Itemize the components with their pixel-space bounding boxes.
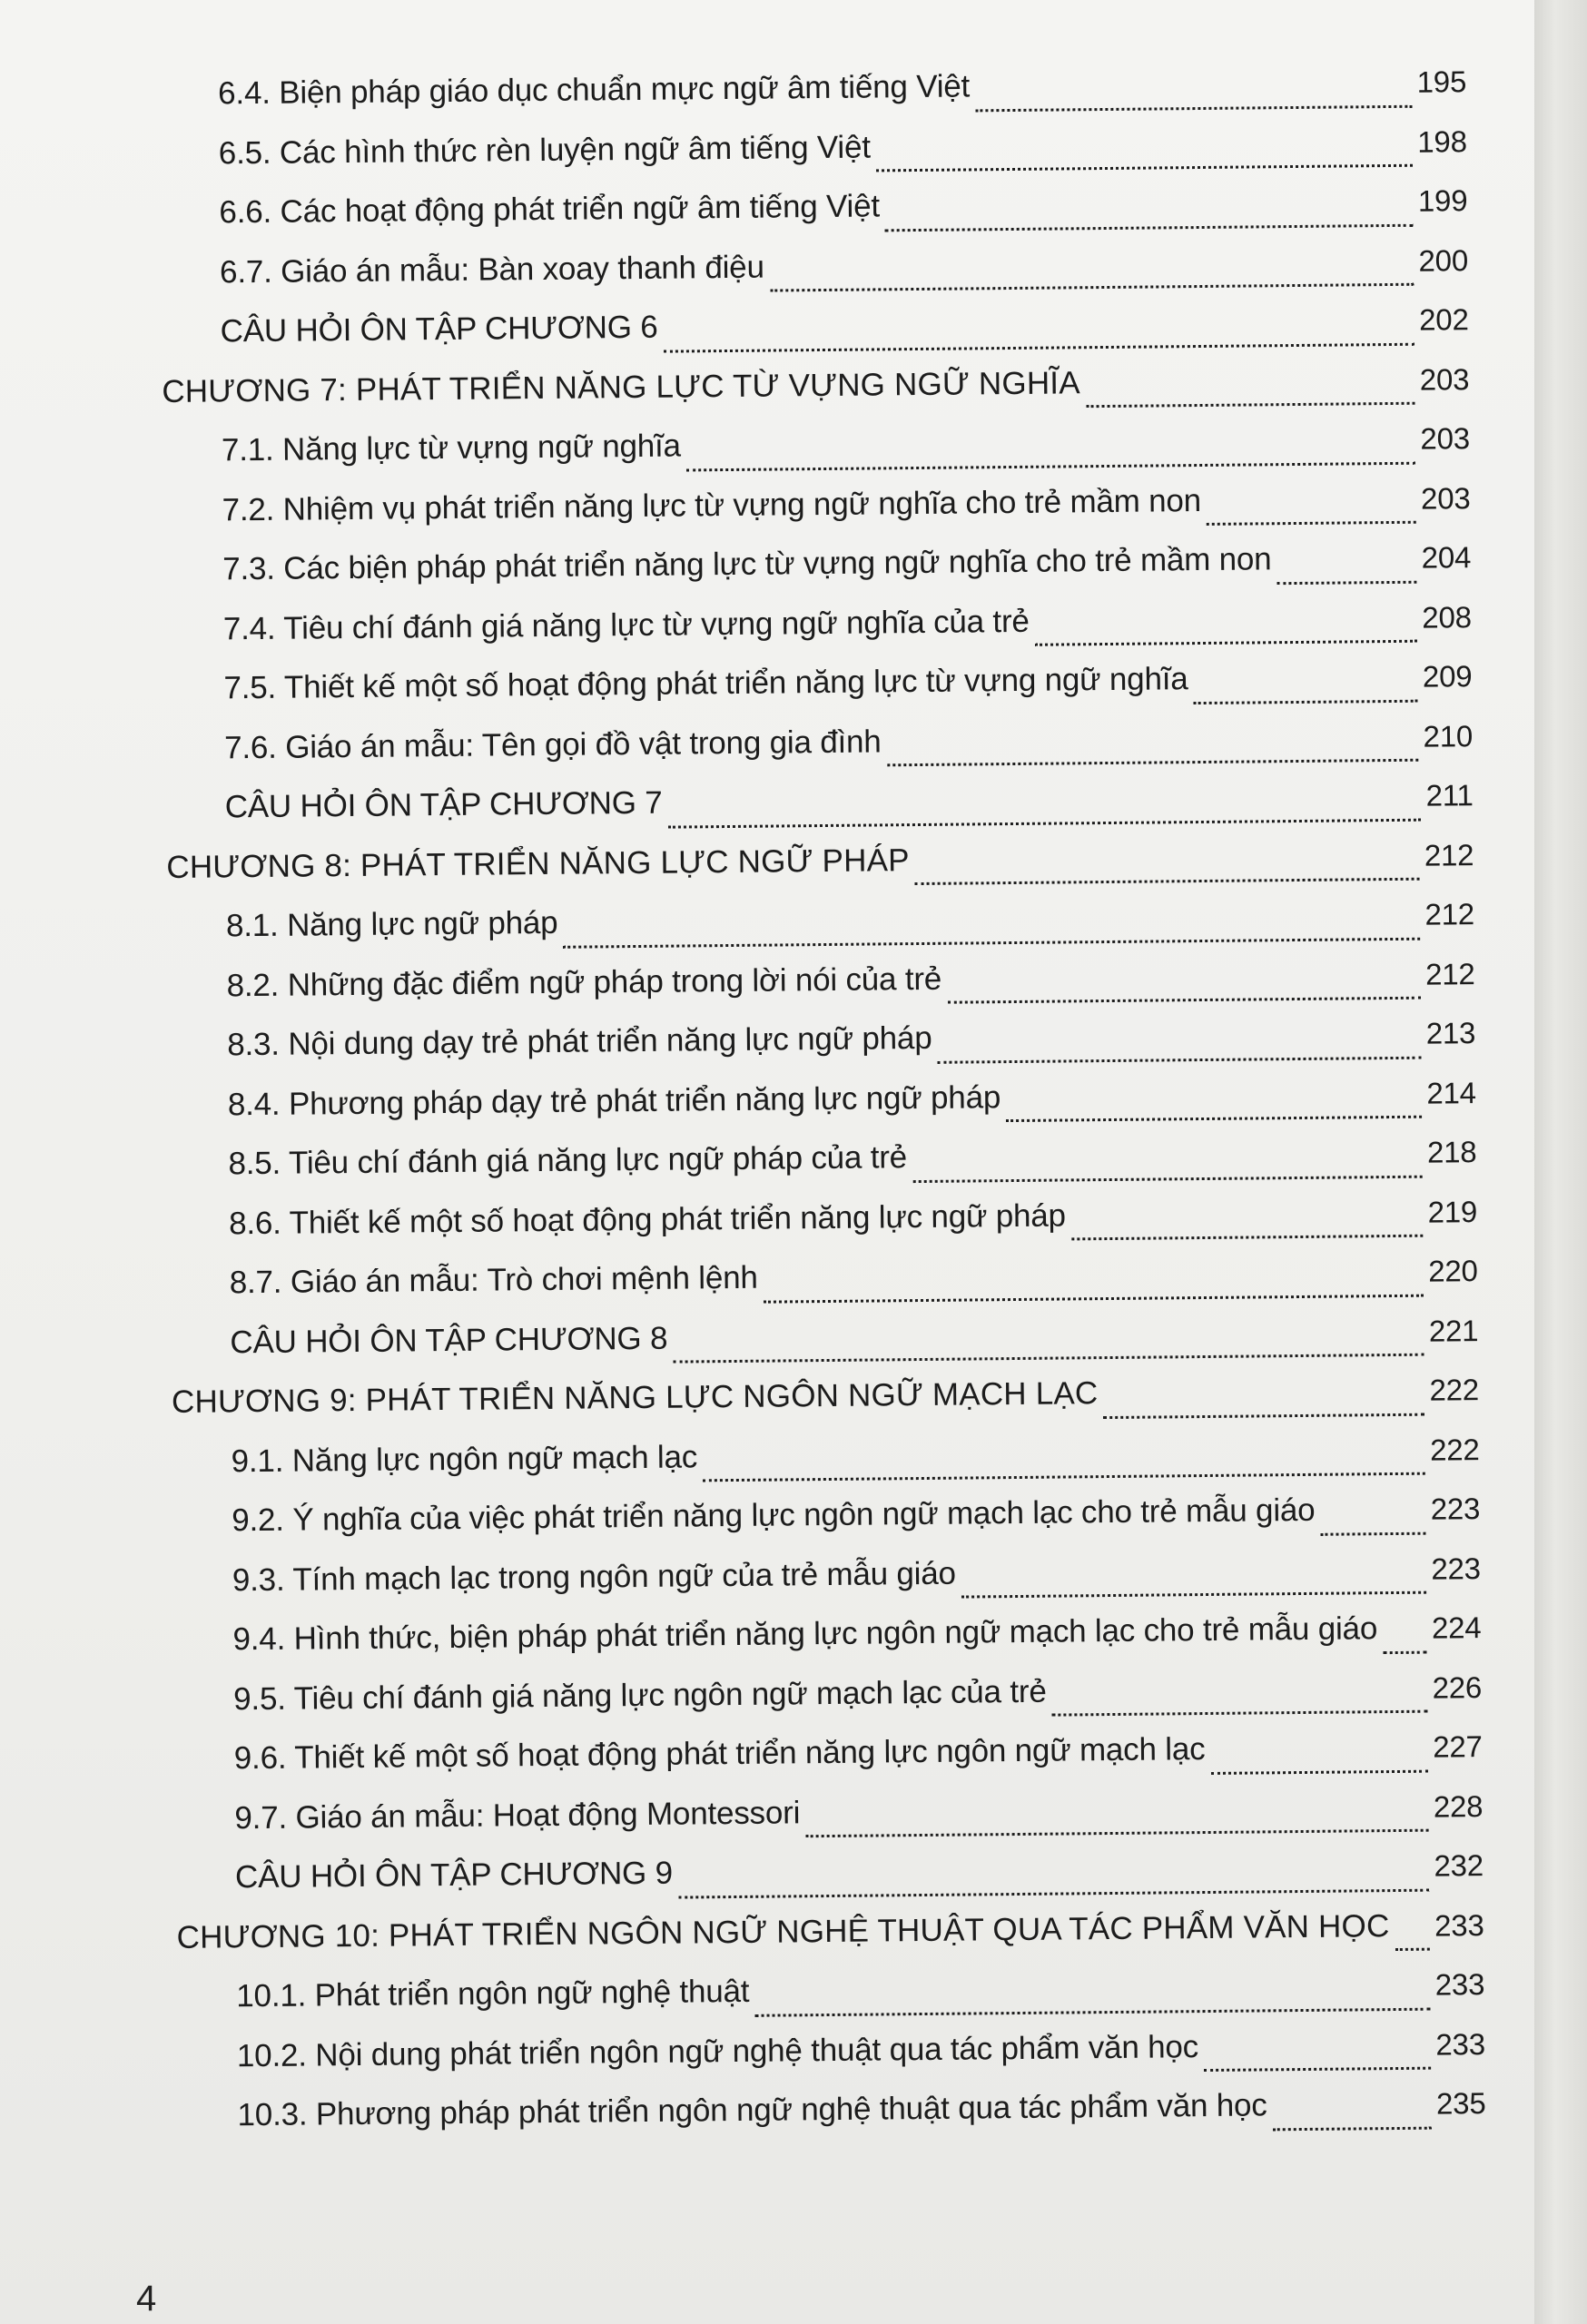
toc-entry-page: 226 [1432, 1669, 1483, 1705]
table-of-contents [159, 64, 1486, 2157]
toc-entry-label: 9.3. Tính mạch lạc trong ngôn ngữ của trẻ mẫu giáo [232, 1555, 956, 1598]
toc-entry-label: 7.5. Thiết kế một số hoạt động phát triển năng lực từ vựng ngữ nghĩa [223, 661, 1188, 706]
toc-entry-page: 195 [1416, 64, 1467, 99]
toc-entry-label: 7.2. Nhiệm vụ phát triển năng lực từ vựng ngữ nghĩa cho trẻ mầm non [222, 482, 1202, 527]
toc-entry-page: 223 [1431, 1551, 1482, 1586]
toc-entry-page: 212 [1424, 837, 1474, 872]
toc-entry-label: CÂU HỎI ÔN TẬP CHƯƠNG 7 [224, 784, 663, 825]
toc-entry-label: 8.2. Những đặc điểm ngữ pháp trong lời nói của trẻ [226, 960, 942, 1003]
toc-entry-label: CHƯƠNG 9: PHÁT TRIỂN NĂNG LỰC NGÔN NGỮ MẠCH LẠC [171, 1375, 1099, 1420]
dot-leader [887, 758, 1418, 767]
toc-entry-label: 9.1. Năng lực ngôn ngữ mạch lạc [231, 1438, 698, 1479]
toc-entry-label: CHƯƠNG 10: PHÁT TRIỂN NGÔN NGỮ NGHỆ THUẬT QUA TÁC PHẨM VĂN HỌC [176, 1907, 1390, 1955]
toc-entry-label: 8.5. Tiêu chí đánh giá năng lực ngữ pháp của trẻ [228, 1139, 908, 1182]
dot-leader [1204, 2066, 1430, 2072]
dot-leader [686, 460, 1415, 471]
dot-leader [1207, 520, 1415, 526]
toc-entry-page: 213 [1425, 1016, 1476, 1050]
toc-entry-label: 10.1. Phát triển ngôn ngữ nghệ thuật [236, 1973, 750, 2014]
dot-leader [1104, 1412, 1424, 1418]
toc-entry-label: 7.3. Các biện pháp phát triển năng lực từ vựng ngữ nghĩa cho trẻ mầm non [222, 541, 1272, 587]
toc-entry-page: 227 [1433, 1729, 1483, 1764]
dot-leader [673, 1353, 1424, 1364]
toc-entry-page: 209 [1422, 659, 1473, 694]
toc-entry-page: 203 [1419, 361, 1470, 397]
toc-entry-page: 212 [1424, 956, 1475, 991]
toc-entry-label: 9.5. Tiêu chí đánh giá năng lực ngôn ngữ mạch lạc của trẻ [232, 1673, 1047, 1717]
dot-leader [1273, 2125, 1431, 2131]
toc-entry-label: CÂU HỎI ÔN TẬP CHƯƠNG 6 [220, 309, 658, 350]
dot-leader [1277, 579, 1416, 584]
dot-leader [1194, 698, 1417, 704]
toc-entry-page: 199 [1417, 183, 1468, 218]
toc-entry-page: 212 [1424, 897, 1475, 931]
toc-entry-page: 222 [1429, 1373, 1480, 1407]
dot-leader [1035, 639, 1417, 646]
toc-entry-label: 8.6. Thiết kế một số hoạt động phát triển năng lực ngữ pháp [228, 1196, 1066, 1241]
toc-entry-label: 9.4. Hình thức, biện pháp phát triển năng lực ngôn ngữ mạch lạc cho trẻ mẫu giáo [232, 1610, 1378, 1658]
toc-entry-page: 211 [1425, 778, 1474, 812]
dot-leader [1321, 1531, 1425, 1535]
toc-entry-label: 9.7. Giáo án mẫu: Hoạt động Montessori [234, 1794, 801, 1836]
toc-entry-page: 202 [1418, 302, 1469, 337]
toc-entry-page: 235 [1435, 2086, 1486, 2121]
toc-entry-page: 198 [1417, 123, 1467, 159]
dot-leader [664, 341, 1414, 352]
toc-entry-page: 204 [1421, 540, 1472, 575]
dot-leader [1211, 1768, 1428, 1774]
dot-leader [1006, 1115, 1421, 1122]
toc-entry-label: 9.2. Ý nghĩa của việc phát triển năng lực ngôn ngữ mạch lạc cho trẻ mẫu giáo [232, 1492, 1316, 1539]
toc-entry-page: 220 [1428, 1254, 1478, 1288]
adjacent-page-edge [1534, 0, 1587, 2324]
toc-entry-page: 232 [1434, 1848, 1484, 1883]
toc-entry-label: 6.7. Giáo án mẫu: Bàn xoay thanh điệu [219, 249, 764, 290]
dot-leader [938, 1055, 1421, 1063]
dot-leader [885, 222, 1413, 231]
dot-leader [1071, 1234, 1423, 1241]
toc-entry-page: 233 [1435, 2026, 1486, 2062]
toc-entry-label: 8.7. Giáo án mẫu: Trò chơi mệnh lệnh [229, 1259, 758, 1301]
dot-leader [703, 1472, 1424, 1482]
toc-entry-page: 203 [1420, 480, 1471, 516]
toc-entry-page: 208 [1422, 599, 1472, 635]
toc-entry-label: 10.2. Nội dung phát triển ngôn ngữ nghệ thuật qua tác phẩm văn học [236, 2028, 1199, 2073]
toc-entry-page: 203 [1420, 421, 1471, 456]
toc-entry-page: 233 [1434, 1907, 1484, 1943]
toc-entry-label: 8.1. Năng lực ngữ pháp [225, 904, 558, 944]
dot-leader [912, 1174, 1422, 1182]
page-number: 4 [136, 2279, 157, 2319]
toc-entry-label: 6.4. Biện pháp giáo dục chuẩn mực ngữ âm tiếng Việt [217, 68, 971, 112]
toc-entry-page: 200 [1418, 242, 1469, 278]
dot-leader [668, 817, 1421, 828]
toc-entry-page: 210 [1423, 718, 1474, 753]
toc-entry-page: 223 [1430, 1492, 1481, 1526]
toc-entry-label: 7.6. Giáo án mẫu: Tên gọi đồ vật trong gia đình [223, 723, 882, 765]
dot-leader [805, 1828, 1428, 1838]
toc-entry-label: 8.4. Phương pháp dạy trẻ phát triển năng lực ngữ pháp [227, 1078, 1001, 1122]
dot-leader [764, 1293, 1424, 1303]
dot-leader [770, 282, 1414, 292]
toc-entry-label: 9.6. Thiết kế một số hoạt động phát triển năng lực ngôn ngữ mạch lạc [233, 1731, 1206, 1777]
dot-leader [1383, 1649, 1426, 1653]
dot-leader [1395, 1947, 1430, 1951]
dot-leader [975, 103, 1412, 112]
dot-leader [1086, 401, 1414, 408]
dot-leader [876, 163, 1413, 172]
toc-entry-label: 6.6. Các hoạt động phát triển ngữ âm tiếng Việt [219, 188, 881, 231]
toc-entry-page: 233 [1434, 1967, 1485, 2002]
dot-leader [1052, 1709, 1427, 1717]
toc-entry-label: 7.4. Tiêu chí đánh giá năng lực từ vựng ngữ nghĩa của trẻ [222, 603, 1030, 646]
dot-leader [915, 877, 1419, 885]
toc-entry-page: 214 [1426, 1075, 1476, 1110]
toc-entry-page: 221 [1428, 1313, 1479, 1348]
toc-entry-label: 7.1. Năng lực từ vựng ngữ nghĩa [221, 428, 681, 468]
toc-entry-page: 218 [1426, 1135, 1477, 1169]
dot-leader [755, 2006, 1431, 2016]
toc-entry-label: CÂU HỎI ÔN TẬP CHƯƠNG 8 [230, 1320, 668, 1360]
toc-entry-label: 10.3. Phương pháp phát triển ngôn ngữ nghệ thuật qua tác phẩm văn học [237, 2087, 1267, 2133]
toc-entry-label: CHƯƠNG 8: PHÁT TRIỂN NĂNG LỰC NGỮ PHÁP [166, 842, 910, 885]
toc-entry-label: CHƯƠNG 7: PHÁT TRIỂN NĂNG LỰC TỪ VỰNG NGỮ NGHĨA [162, 364, 1080, 409]
toc-entry-page: 224 [1431, 1610, 1482, 1645]
toc-entry-page: 222 [1429, 1432, 1480, 1467]
toc-entry-page: 219 [1427, 1194, 1478, 1229]
toc-entry-label: 6.5. Các hình thức rèn luyện ngữ âm tiếng Việt [218, 128, 871, 171]
toc-entry-label: 8.3. Nội dung dạy trẻ phát triển năng lực ngữ pháp [227, 1019, 932, 1063]
dot-leader [961, 1590, 1426, 1599]
dot-leader [564, 936, 1420, 948]
dot-leader [678, 1887, 1429, 1898]
dot-leader [947, 996, 1420, 1004]
toc-entry [178, 2085, 1486, 2157]
toc-entry-page: 228 [1433, 1788, 1484, 1824]
toc-entry-label: CÂU HỎI ÔN TẬP CHƯƠNG 9 [234, 1855, 674, 1896]
